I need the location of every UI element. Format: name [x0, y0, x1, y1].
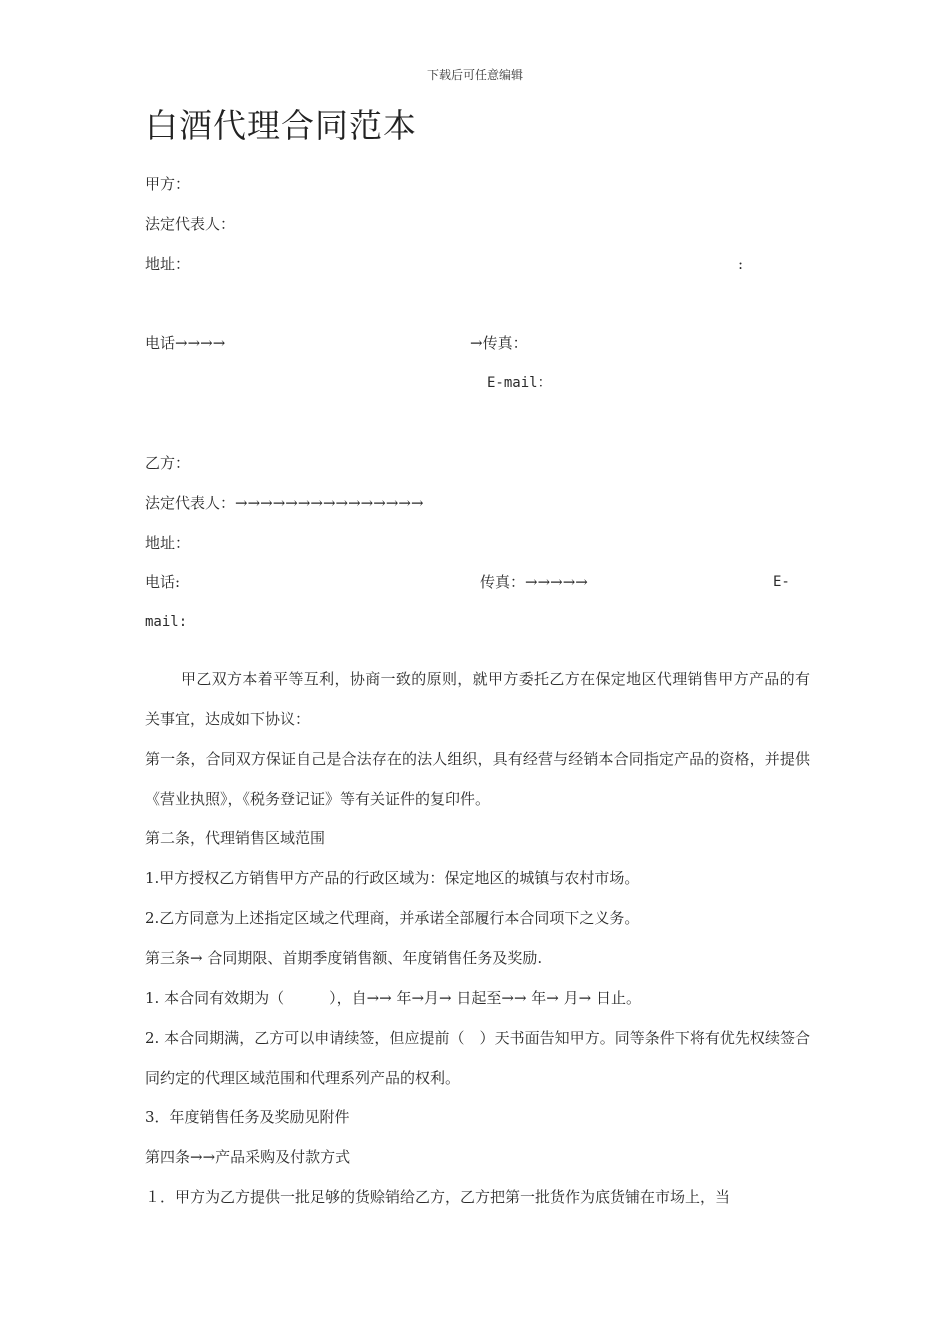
party-a-representative: 法定代表人：: [145, 215, 236, 233]
party-a-label: 甲方：: [145, 175, 191, 193]
header-note: 下载后可任意编辑: [426, 68, 523, 82]
party-b-label: 乙方：: [145, 454, 191, 472]
party-b-email-start: E-: [773, 574, 790, 590]
party-b-phone: 电话:: [145, 573, 181, 591]
article-4-heading: 第四条→→产品采购及付款方式: [145, 1148, 351, 1166]
party-b-address: 地址：: [145, 534, 191, 552]
party-b-representative: 法定代表人：→→→→→→→→→→→→→→→: [145, 494, 424, 512]
party-a-email: E-mail：: [487, 375, 552, 391]
article-3-heading: 第三条→ 合同期限、首期季度销售额、年度销售任务及奖励.: [145, 949, 543, 967]
party-b-email-end: mail:: [145, 614, 188, 630]
party-b-fax: 传真：→→→→→: [480, 573, 588, 591]
article-2-heading: 第二条，代理销售区域范围: [145, 829, 326, 847]
article-3-clause-1: 1. 本合同有效期为（ ），自→→ 年→月→ 日起至→→ 年→ 月→ 日止。: [145, 989, 641, 1007]
article-3-clause-2: 2. 本合同期满，乙方可以申请续签，但应提前（ ）天书面告知甲方。同等条件下将有优先权续签合同约定的代理区域范围和代理系列产品的权利。: [145, 1029, 810, 1087]
party-a-phone: 电话→→→→: [145, 334, 226, 352]
article-3-clause-3: 3．年度销售任务及奖励见附件: [145, 1108, 350, 1126]
article-2-clause-1: 1.甲方授权乙方销售甲方产品的行政区域为：保定地区的城镇与农村市场。: [145, 869, 640, 887]
party-a-address-tail: :: [738, 255, 744, 273]
article-1: 第一条，合同双方保证自己是合法存在的法人组织，具有经营与经销本合同指定产品的资格，并提供《营业执照》，《税务登记证》等有关证件的复印件。: [145, 750, 810, 808]
intro-paragraph: 甲乙双方本着平等互利，协商一致的原则，就甲方委托乙方在保定地区代理销售甲方产品的有关事宜，达成如下协议：: [145, 670, 810, 728]
article-4-clause-1: １．甲方为乙方提供一批足够的货赊销给乙方，乙方把第一批货作为底货铺在市场上，当: [145, 1188, 731, 1206]
party-a-address: 地址：: [145, 255, 191, 273]
document-title: 白酒代理合同范本: [145, 106, 417, 145]
article-2-clause-2: 2.乙方同意为上述指定区域之代理商，并承诺全部履行本合同项下之义务。: [145, 909, 640, 927]
party-a-fax: →传真：: [470, 334, 528, 352]
